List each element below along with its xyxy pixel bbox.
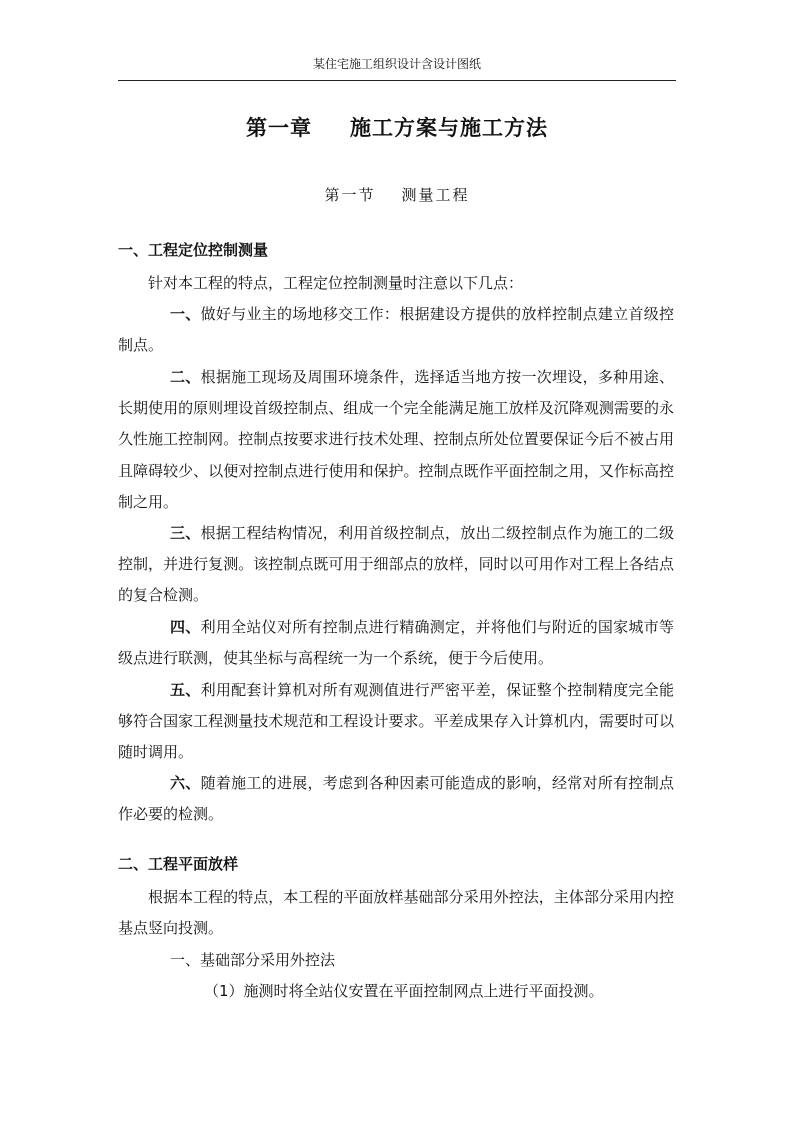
chapter-number: 第一章 <box>246 116 312 140</box>
chapter-title <box>118 113 676 143</box>
item-lead: 二、 <box>170 368 201 386</box>
part2-heading: 二、工程平面放样 <box>118 855 239 873</box>
part2-sub-heading: 一、基础部分采用外控法 <box>170 951 336 969</box>
item-lead: 四、 <box>170 618 201 636</box>
part1-item-2 <box>118 362 674 518</box>
part1-item-5 <box>118 675 674 769</box>
part1-item-1 <box>118 299 674 361</box>
part1-item-3 <box>118 518 674 612</box>
part1-item-6 <box>118 768 674 830</box>
section-name: 测量工程 <box>401 186 470 204</box>
item-text: 随着施工的进展，考虑到各种因素可能造成的影响，经常对所有控制点作必要的检测。 <box>118 774 674 824</box>
item-lead: 一、 <box>170 305 201 323</box>
part1-intro: 针对本工程的特点，工程定位控制测量时注意以下几点： <box>148 274 524 292</box>
item-text: 做好与业主的场地移交工作：根据建设方提供的放样控制点建立首级控制点。 <box>118 305 674 355</box>
item-lead: 三、 <box>170 524 201 542</box>
chapter-name: 施工方案与施工方法 <box>350 116 548 140</box>
item-lead: 五、 <box>170 681 201 699</box>
part1-heading: 一、工程定位控制测量 <box>118 241 269 259</box>
item-text: 根据施工现场及周围环境条件，选择适当地方按一次埋设，多种用途、长期使用的原则埋设首级控制点、组成一个完全能满足施工放样及沉降观测需要的永久性施工控制网。控制点按要求进行技术处理、控制点所处位置要保证今后不被占用且障碍较少、以便对控制点进行使用和保护。控制点既作平面控制之用，又作标高控制之用。 <box>118 368 674 511</box>
part1-item-4 <box>118 612 674 674</box>
item-text: 根据工程结构情况，利用首级控制点，放出二级控制点作为施工的二级控制，并进行复测。该控制点既可用于细部点的放样，同时以可用作对工程上各结点的复合检测。 <box>118 524 674 605</box>
part2-sub-item: （1）施测时将全站仪安置在平面控制网点上进行平面投测。 <box>204 982 604 1000</box>
section-number: 第一节 <box>324 186 376 204</box>
part2-intro: 根据本工程的特点，本工程的平面放样基础部分采用外控法，主体部分采用内控基点竖向投测。 <box>118 888 674 938</box>
item-lead: 六、 <box>170 774 201 792</box>
header-rule <box>118 80 676 81</box>
running-header: 某住宅施工组织设计含设计图纸 <box>312 57 481 71</box>
item-text: 利用全站仪对所有控制点进行精确测定，并将他们与附近的国家城市等级点进行联测，使其坐标与高程统一为一个系统，便于今后使用。 <box>118 618 674 668</box>
section-title <box>118 183 676 207</box>
item-text: 利用配套计算机对所有观测值进行严密平差，保证整个控制精度完全能够符合国家工程测量技术规范和工程设计要求。平差成果存入计算机内，需要时可以随时调用。 <box>118 681 674 762</box>
